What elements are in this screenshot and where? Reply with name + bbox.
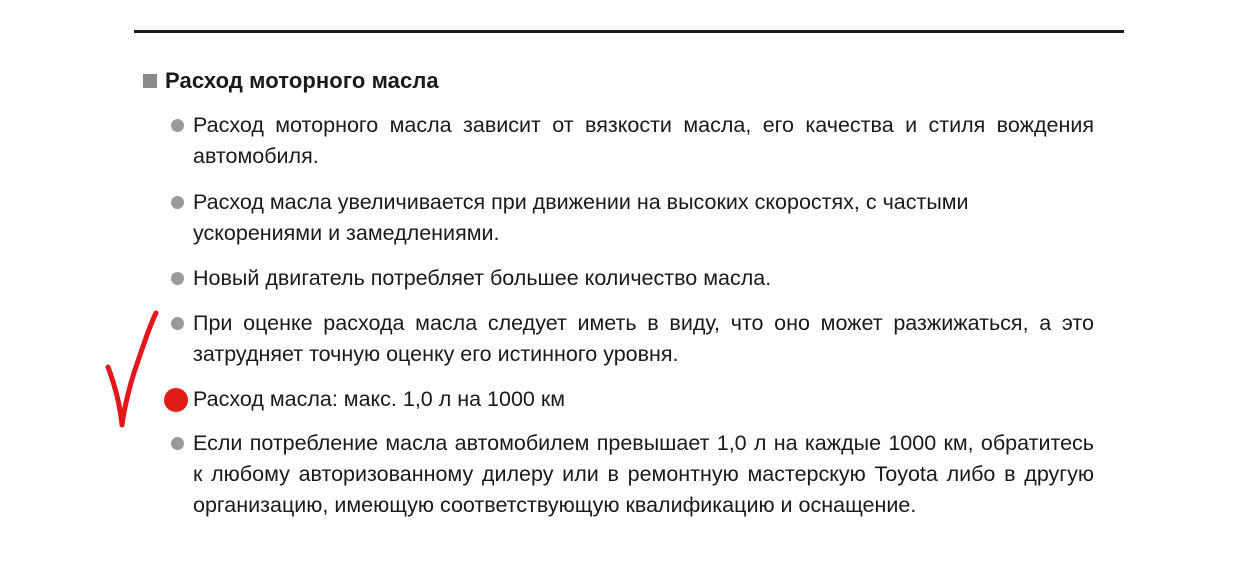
square-bullet-icon <box>143 74 157 88</box>
list-item <box>168 308 1094 370</box>
handwritten-checkmark-icon <box>100 305 170 435</box>
list-item-highlighted <box>168 384 1094 415</box>
list-item-text: Расход масла увеличивается при движении на высоких скоростях, с частыми ускорениями и замедлениями. <box>193 190 969 245</box>
list-item <box>168 263 1094 294</box>
bullet-icon <box>171 196 184 209</box>
list-item-text: Если потребление масла автомобилем превышает 1,0 л на каждые 1000 км, обратитесь к любому авторизованному дилеру или в ремонтную мастерскую Toyota либо в другую организацию, имеющую соответствующую квалификацию и оснащение. <box>193 431 1094 517</box>
bullet-icon <box>171 437 184 450</box>
list-item-text: Расход масла: макс. 1,0 л на 1000 км <box>193 387 566 411</box>
bullet-icon <box>171 317 184 330</box>
list-item <box>168 187 1094 249</box>
list-item-text: При оценке расхода масла следует иметь в виду, что оно может разжижаться, а это затрудняет точную оценку его истинного уровня. <box>193 311 1094 366</box>
bullet-icon <box>171 119 184 132</box>
list-item-text: Новый двигатель потребляет большее количество масла. <box>193 266 772 290</box>
section-heading <box>143 66 439 96</box>
bullet-icon <box>171 272 184 285</box>
list-item <box>168 110 1094 172</box>
top-divider <box>134 30 1124 33</box>
section-title: Расход моторного масла <box>165 68 439 93</box>
list-item-text: Расход моторного масла зависит от вязкости масла, его качества и стиля вождения автомобиля. <box>193 113 1094 168</box>
list-item <box>168 428 1094 521</box>
